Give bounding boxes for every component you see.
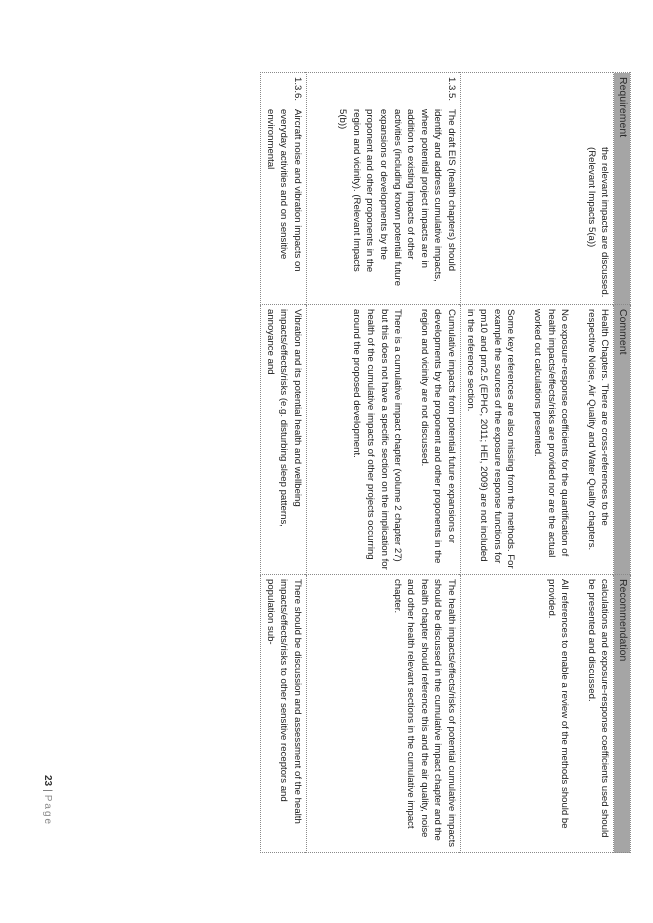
table-row <box>307 73 461 853</box>
requirement-number: 1.3.5. <box>446 77 458 102</box>
recommendation-paragraph: All references to enable a review of the methods should be provided. <box>545 579 571 829</box>
recommendation-paragraph: There should be discussion and assessment of the health impacts/effects/risks to other sensitive receptors and population sub- <box>264 579 304 824</box>
requirement-text: The draft EIS (health chapters) should identify and address cumulative impacts, where potential project impacts are in addition to existing impacts of other activities (including known potential future expansions or developments by the proponent and other proponents in the region and vicinity). (Relevant Impacts 5(b)) <box>337 109 458 287</box>
recommendation-cell <box>307 575 461 853</box>
footer-separator: | <box>42 789 53 792</box>
requirement-cell <box>461 73 614 305</box>
comment-paragraph: Health Chapters. There are cross-references to the respective Noise, Air Quality and Water Quality chapters. <box>585 309 611 551</box>
requirement-cell <box>307 73 461 305</box>
comment-paragraph: There is a cumulative impact chapter (volume 2 chapter 27) but this does not have a specific section on the implication for health of the cumulative impacts of other projects occurring around the proposed development. <box>351 309 404 570</box>
comment-cell <box>307 305 461 575</box>
requirement-cell <box>261 73 307 305</box>
requirements-table <box>260 72 631 853</box>
recommendation-cell <box>261 575 307 853</box>
comment-cell <box>261 305 307 575</box>
requirement-number: 1.3.6. <box>292 77 304 102</box>
comment-paragraph: Cumulative impacts from potential future expansions or developments by the proponent and other proponents in the region and vicinity are not discussed. <box>418 309 458 564</box>
comment-paragraph: Vibration and its potential health and wellbeing impacts/effects/risks (e.g. disturbing sleep patterns, annoyance and <box>264 309 304 527</box>
recommendation-paragraph: The health impacts/effects/risks of potential cumulative impacts should be discussed in the cumulative impact chapter and the health chapter should reference this and the air quality, noise and other health relevant sections in the cumulative impact chapter. <box>391 579 458 848</box>
comment-cell <box>461 305 614 575</box>
page-footer <box>42 775 53 826</box>
header-recommendation: Recommendation <box>614 575 631 853</box>
requirement-text: Aircraft noise and vibration impacts on everyday activities and on sensitive environmental <box>264 109 304 272</box>
header-comment: Comment <box>614 305 631 575</box>
table-row <box>261 73 307 853</box>
recommendation-cell <box>461 575 614 853</box>
requirement-text: the relevant impacts are discussed. (Relevant Impacts 5(a)) <box>585 147 611 298</box>
page-number: 23 <box>42 775 53 787</box>
table-row <box>461 73 614 853</box>
recommendation-paragraph: calculations and exposure-response coefficients used should be presented and discussed. <box>585 579 611 838</box>
page-label: Page <box>42 794 53 827</box>
header-requirement: Requirement <box>614 73 631 305</box>
comment-paragraph: No exposure-response coefficients for the quantification of health impacts/effects/risks are provided nor are the actual worked out calculations presented. <box>532 309 571 558</box>
comment-paragraph: Some key references are also missing from the methods. For example the sources of the exposure response functions for pm10 and pm2.5 (EPHC, 2011; HEI, 2009) are not included in the reference section. <box>464 309 517 569</box>
table-header-row <box>614 73 631 853</box>
